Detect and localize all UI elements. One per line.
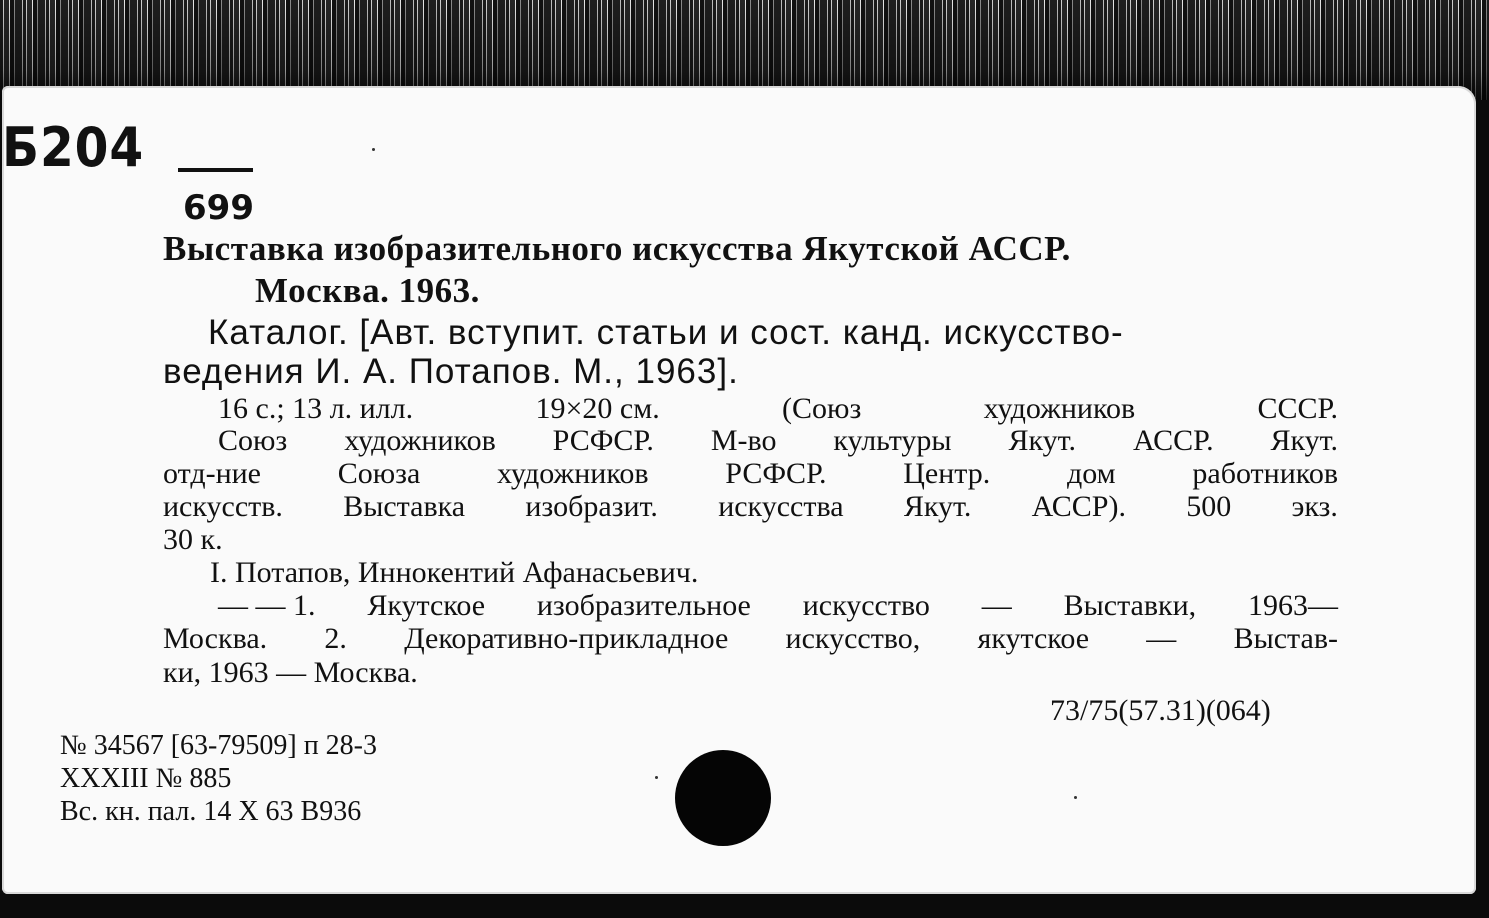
footer-line-2: XXXIII № 885 xyxy=(60,763,232,794)
body-word: дом xyxy=(1066,457,1116,490)
body-word: художников xyxy=(344,424,496,457)
subject-word: Якутское xyxy=(367,589,486,622)
body-word: СССР. xyxy=(1257,392,1338,425)
subject-word: искусство, xyxy=(785,622,921,655)
body-word: искусства xyxy=(718,490,844,523)
shelf-mark-divider xyxy=(178,168,253,172)
subject-word: Декоративно-прикладное xyxy=(404,622,729,655)
subject-word: 2. xyxy=(324,622,347,655)
body-line-1 xyxy=(218,392,1338,426)
body-word: Якут. xyxy=(1008,424,1077,457)
body-line-2 xyxy=(218,424,1338,458)
body-word: 500 xyxy=(1186,490,1232,523)
footer-line-3: Вс. кн. пал. 14 X 63 В936 xyxy=(60,796,362,827)
subject-line-1 xyxy=(218,589,1338,623)
subject-word: — xyxy=(981,589,1012,622)
subject-word: изобразительное xyxy=(536,589,751,622)
body-word: Выставка xyxy=(343,490,466,523)
body-word: отд-ние xyxy=(163,457,261,490)
subject-word: — xyxy=(1146,622,1177,655)
drawer-bottom xyxy=(0,894,1489,918)
shelf-mark-sub: 699 xyxy=(183,188,254,228)
subject-line-3: ки, 1963 — Москва. xyxy=(163,656,418,689)
main-line-1: Каталог. [Авт. вступит. статьи и сост. канд. искусство- xyxy=(208,313,1124,352)
body-word: Якут. xyxy=(1270,424,1338,457)
body-word: культуры xyxy=(833,424,952,457)
body-word: 16 с.; 13 л. илл. xyxy=(218,392,414,425)
price: 30 к. xyxy=(163,523,223,556)
shelf-mark: Б204 xyxy=(2,116,145,179)
body-word: РСФСР. xyxy=(725,457,827,490)
subject-word: Москва. xyxy=(163,622,268,655)
ink-speck xyxy=(1074,796,1077,799)
body-word: искусств. xyxy=(163,490,283,523)
subject-line-2 xyxy=(163,622,1338,656)
footer-line-1: № 34567 [63-79509] п 28-3 xyxy=(60,730,377,761)
body-line-4 xyxy=(163,490,1338,524)
subject-word: — — 1. xyxy=(218,589,316,622)
author-entry: I. Потапов, Иннокентий Афанасьевич. xyxy=(210,556,699,589)
subject-word: Выставки, xyxy=(1063,589,1197,622)
body-word: художников xyxy=(497,457,649,490)
body-line-3 xyxy=(163,457,1338,491)
body-word: Союз xyxy=(218,424,288,457)
body-word: Якут. xyxy=(903,490,972,523)
body-word: Союза xyxy=(337,457,421,490)
main-line-2: ведения И. А. Потапов. М., 1963]. xyxy=(163,352,739,391)
body-word: РСФСР. xyxy=(552,424,654,457)
body-word: Центр. xyxy=(903,457,991,490)
title-line-2: Москва. 1963. xyxy=(255,271,480,310)
body-word: работников xyxy=(1192,457,1338,490)
subject-word: якутское xyxy=(977,622,1090,655)
body-word: художников xyxy=(983,392,1136,425)
subject-word: искусство xyxy=(802,589,930,622)
catalog-drawer-background xyxy=(0,0,1489,100)
body-word: (Союз xyxy=(782,392,862,425)
body-word: изобразит. xyxy=(525,490,658,523)
subject-word: 1963— xyxy=(1248,589,1338,622)
body-word: АССР. xyxy=(1132,424,1214,457)
classification-index: 73/75(57.31)(064) xyxy=(1050,694,1271,727)
ink-speck xyxy=(655,776,658,779)
subject-word: Выстав- xyxy=(1233,622,1338,655)
body-word: М-во xyxy=(710,424,777,457)
body-word: экз. xyxy=(1291,490,1338,523)
title-line-1: Выставка изобразительного искусства Якутской АССР. xyxy=(163,229,1071,268)
body-word: АССР). xyxy=(1031,490,1126,523)
ink-speck xyxy=(372,148,375,151)
body-word: 19×20 см. xyxy=(535,392,660,425)
card-punch-hole xyxy=(675,750,771,846)
